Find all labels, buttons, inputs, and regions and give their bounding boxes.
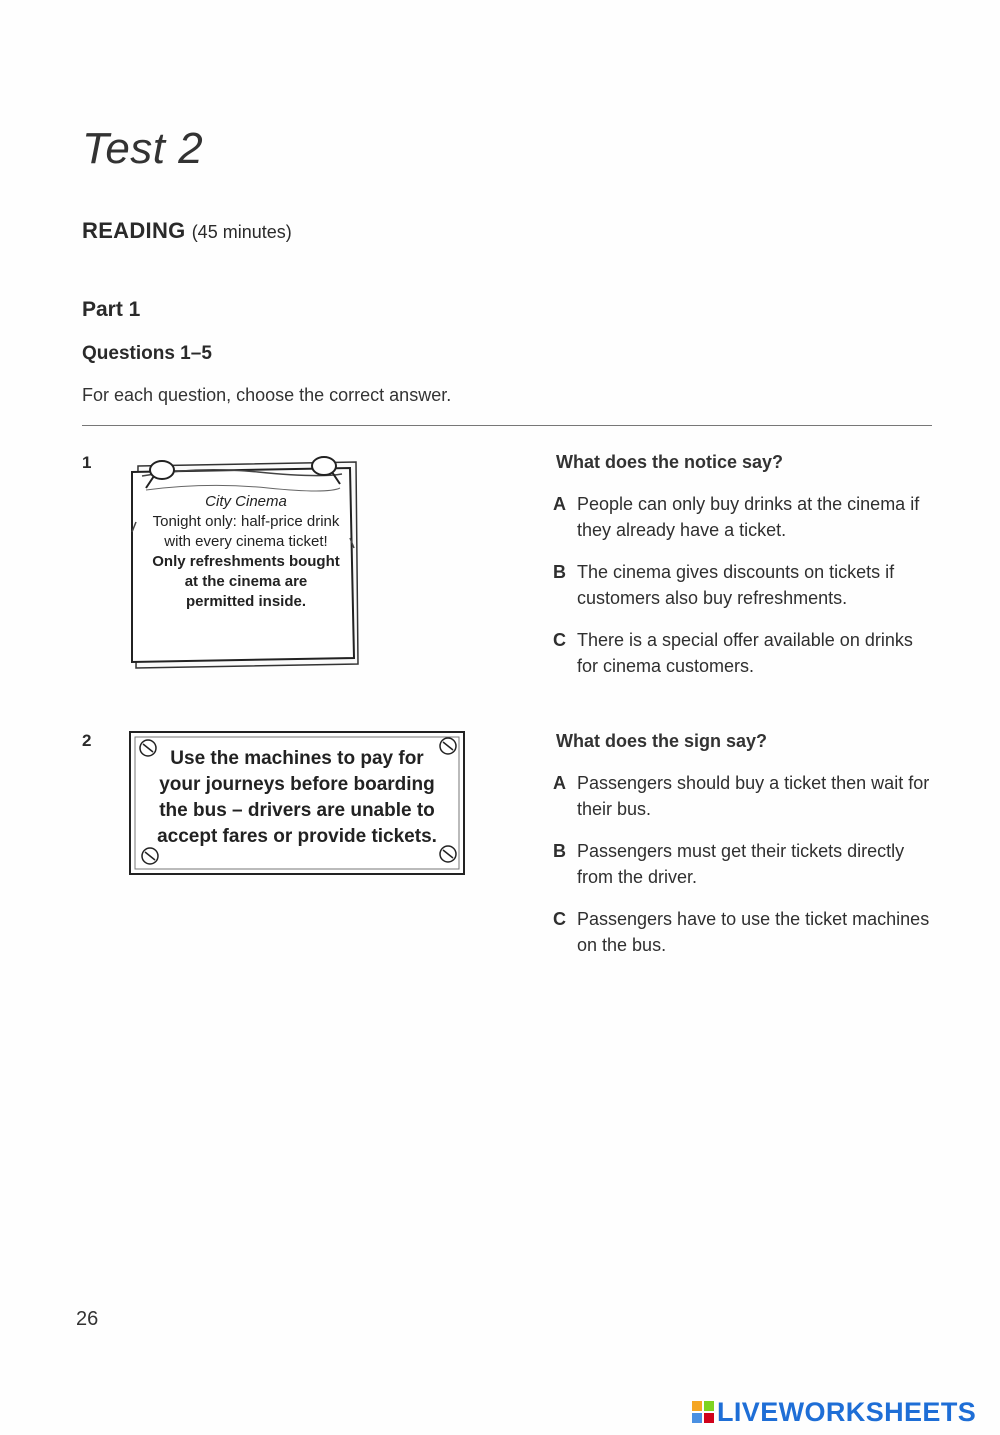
option-text: The cinema gives discounts on tickets if customers also buy refreshments. (577, 562, 895, 608)
option-text: People can only buy drinks at the cinema if they already have a ticket. (577, 494, 920, 540)
divider (82, 425, 932, 426)
question-1-prompt: What does the notice say? (556, 452, 784, 472)
option-text: Passengers must get their tickets directly from the driver. (577, 841, 905, 887)
screw-icon (440, 846, 456, 862)
question-2-option-c[interactable] (553, 906, 933, 958)
bus-sign (128, 728, 468, 878)
page-number: 26 (76, 1308, 99, 1330)
notice-offer: Tonight only: half-price drink with every cinema ticket! (152, 513, 340, 550)
screw-icon (440, 738, 456, 754)
question-1-option-c[interactable] (553, 627, 933, 679)
section-label: READING (82, 218, 186, 243)
question-1-number: 1 (82, 453, 92, 472)
questions-heading: Questions 1–5 (82, 343, 212, 364)
question-2-option-b[interactable] (553, 838, 933, 890)
cinema-notice (128, 452, 364, 674)
option-text: There is a special offer available on drinks for cinema customers. (577, 630, 913, 676)
option-letter: C (553, 630, 566, 650)
sign-text: Use the machines to pay for your journeys before boarding the bus – drivers are unable to accept fares or provide tickets. (157, 748, 437, 847)
page-title: Test 2 (82, 124, 204, 173)
section-duration: (45 minutes) (191, 222, 292, 242)
liveworksheets-logo[interactable] (692, 1396, 976, 1428)
option-text: Passengers have to use the ticket machines on the bus. (577, 909, 930, 955)
instruction-text: For each question, choose the correct answer. (82, 385, 452, 405)
option-letter: B (553, 841, 566, 861)
notice-text (150, 492, 342, 612)
question-2-option-a[interactable] (553, 770, 933, 822)
liveworksheets-icon (692, 1401, 714, 1423)
question-2-number: 2 (82, 731, 92, 750)
question-1-option-b[interactable] (553, 559, 933, 611)
notice-title: City Cinema (205, 493, 287, 510)
question-2-prompt: What does the sign say? (556, 731, 768, 751)
question-1-option-a[interactable] (553, 491, 933, 543)
option-letter: B (553, 562, 566, 582)
notice-rule: Only refreshments bought at the cinema are permitted inside. (152, 553, 340, 610)
screw-icon (142, 848, 158, 864)
section-heading (82, 218, 292, 244)
option-letter: A (553, 773, 566, 793)
part-heading: Part 1 (82, 298, 141, 321)
option-letter: C (553, 909, 566, 929)
option-letter: A (553, 494, 566, 514)
option-text: Passengers should buy a ticket then wait for their bus. (577, 773, 930, 819)
brand-name: LIVEWORKSHEETS (717, 1396, 977, 1427)
